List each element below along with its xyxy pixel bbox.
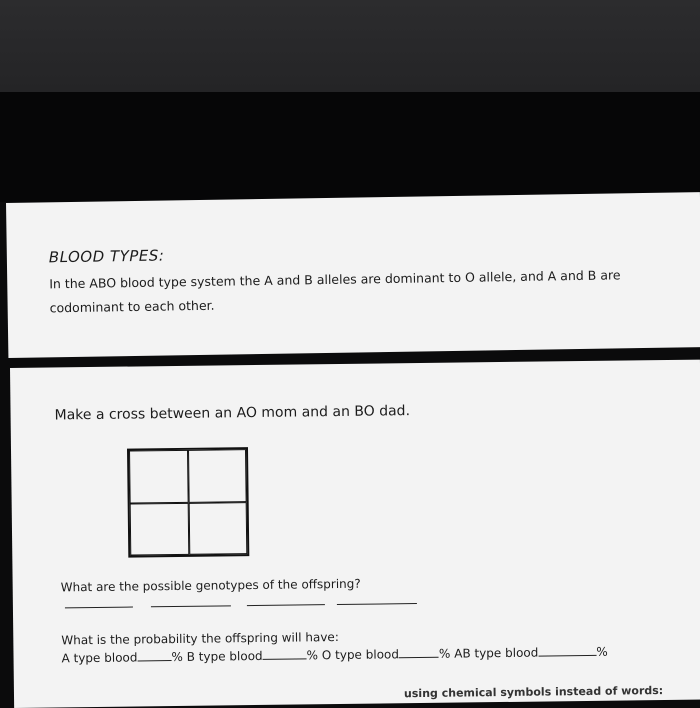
probability-question: What is the probability the offspring will have:: [61, 630, 339, 648]
cross-prompt: Make a cross between an AO mom and an BO dad.: [54, 403, 411, 424]
punnett-square: [127, 447, 249, 557]
answer-blank: [399, 647, 439, 658]
punnett-cell: [188, 449, 247, 502]
blood-type-label: O type blood: [321, 647, 400, 663]
blood-type-probabilities: [61, 644, 681, 666]
background-dark-band: [0, 92, 700, 202]
percent-sign: %: [596, 644, 608, 659]
answer-blank: [137, 650, 171, 661]
worksheet-section-cross: [10, 360, 700, 708]
blood-type-label: A type blood: [61, 650, 138, 666]
intro-text: In the ABO blood type system the A and B alleles are dominant to O allele, and A and B are codominant to each other.: [49, 267, 621, 316]
answer-blank: [337, 603, 417, 605]
answer-blank: [263, 648, 307, 660]
percent-sign: %: [438, 646, 451, 661]
answer-blank: [247, 604, 325, 606]
genotypes-question: What are the possible genotypes of the offspring?: [60, 576, 361, 595]
cutoff-instruction-text: using chemical symbols instead of words:: [403, 684, 664, 701]
section-title: BLOOD TYPES:: [48, 246, 165, 267]
blood-type-label: B type blood: [186, 648, 263, 664]
percent-sign: %: [171, 649, 183, 665]
answer-blank: [151, 605, 231, 607]
punnett-cell: [129, 450, 188, 503]
percent-sign: %: [306, 648, 319, 663]
blood-type-label: AB type blood: [454, 645, 539, 661]
answer-blank: [65, 607, 133, 609]
punnett-cell: [130, 502, 189, 555]
punnett-cell: [188, 502, 247, 555]
genotype-answer-blanks: [65, 603, 425, 617]
worksheet-section-blood-types: [6, 192, 700, 358]
answer-blank: [538, 645, 596, 657]
background-top-band: [0, 0, 700, 92]
